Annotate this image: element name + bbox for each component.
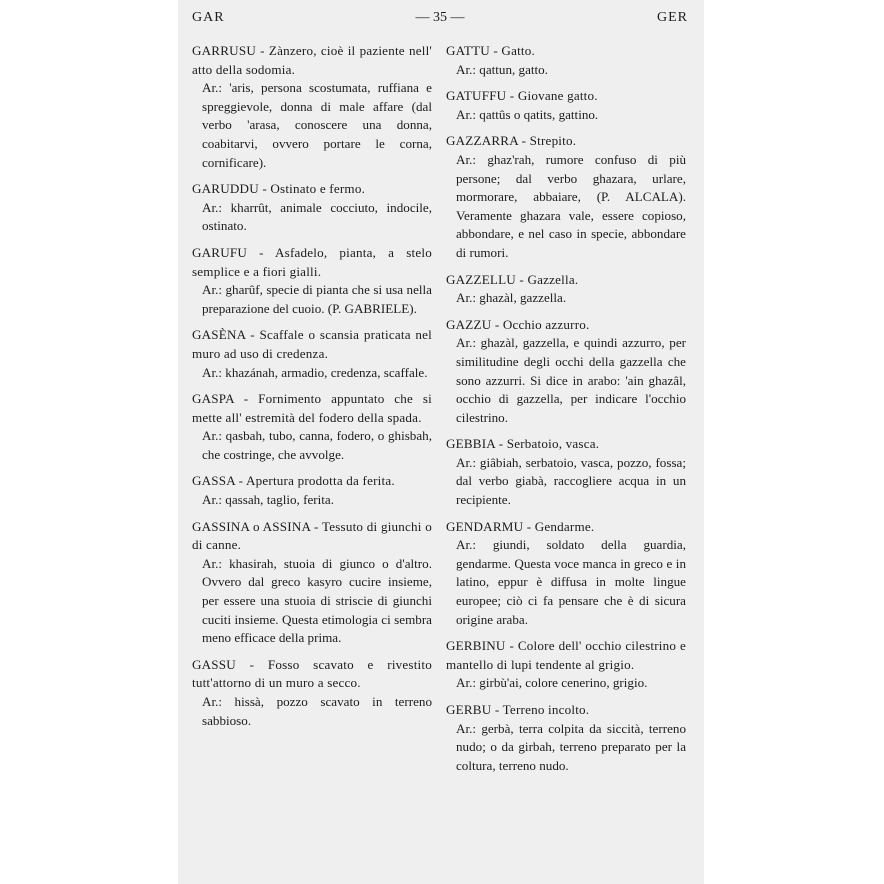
dictionary-entry [446,87,686,124]
etymology-text: Ar.: ghazàl, gazzella, e quindi azzurro, per similitudine degli occhi della gazzella che sono azzurri. Si dice in arabo: 'ain ghazâl, occhio di gazzella, per indicare l'occhio cilestrino. [456,335,686,425]
etymology-text: Ar.: ghaz'rah, rumore confuso di più persone; dal verbo ghazara, urlare, mormorare, abbaiare, (P. ALCALA). Veramente ghazara vale, essere copioso, abbondare, e nel caso in specie, abbondare di rumori. [456,151,686,260]
etymology-text: Ar.: gharûf, specie di pianta che si usa nella preparazione del cuoio. (P. GABRIELE). [202,282,432,316]
etymology-text: Ar.: qasbah, tubo, canna, fodero, o ghisbah, che costringe, che avvolge. [202,428,432,462]
dictionary-entry [192,180,432,236]
entry-headword: GASSA - Apertura prodotta da ferita. [192,473,395,489]
dictionary-entry [192,244,432,318]
etymology-text: Ar.: giâbiah, serbatoio, vasca, pozzo, fossa; dal verbo giabà, raccogliere acqua in un recipiente. [456,454,686,508]
entry-etymology [192,79,432,172]
entry-etymology [192,281,432,318]
dictionary-entry [446,132,686,262]
entry-headword: GATUFFU - Giovane gatto. [446,88,598,104]
entry-etymology [192,199,432,236]
entry-headword: GERBINU - Colore dell' occhio cilestrino e mantello di lupi tendente al grigio. [446,638,686,672]
running-header [192,10,688,32]
page-number: — 35 — [415,10,465,25]
entry-etymology [192,364,432,383]
entry-etymology [192,693,432,730]
dictionary-entry [446,271,686,308]
dictionary-page [178,0,704,884]
dictionary-entry [446,316,686,428]
entry-etymology [446,334,686,427]
entry-headword: GAZZU - Occhio azzurro. [446,316,590,332]
entry-etymology [192,427,432,464]
entry-headword: GARUDDU - Ostinato e fermo. [192,181,366,197]
entry-headword: GAZZELLU - Gazzella. [446,271,579,287]
etymology-text: Ar.: giundi, soldato della guardia, gendarme. Questa voce manca in greco e in latino, eppur è diffusa in molte lingue europee; ciò ci fa pensare che è di sicura origine araba. [456,537,686,627]
entry-headword: GASPA - Fornimento appuntato che si mette all' estremità del fodero della spada. [192,391,432,425]
dictionary-entry [446,435,686,509]
entry-etymology [446,106,686,125]
etymology-text: Ar.: qassah, taglio, ferita. [202,492,334,508]
entry-headword: GATTU - Gatto. [446,43,535,58]
header-right-guideword: GER [657,10,688,25]
dictionary-entry [192,472,432,509]
etymology-text: Ar.: khasirah, stuoia di giunco o d'altro. Ovvero dal greco kasyro cucire insieme, per essere una stuoia di striscie di giunchi cuciti insieme. Questa etimologia ci sembra meno efficace della prima. [202,555,432,646]
etymology-text: Ar.: gerbà, terra colpita da siccità, terreno nudo; o da girbah, terreno preparato per la coltura, terreno nudo. [456,720,686,773]
entry-headword: GARRUSU - Zànzero, cioè il paziente nell' atto della sodomia. [192,43,432,77]
etymology-text: Ar.: 'aris, persona scostumata, ruffiana e spreggievole, donna di male affare (dal verbo 'arasa, conoscere una donna, coabitarvi, ovvero portare le corna, cornificare). [202,80,432,170]
entry-etymology [446,536,686,629]
entry-etymology [192,491,432,510]
etymology-text: Ar.: qattun, gatto. [456,61,549,77]
entry-etymology [446,454,686,510]
entry-headword: GERBU - Terreno incolto. [446,702,590,717]
entry-headword: GARUFU - Asfadelo, pianta, a stelo semplice e a fiori gialli. [192,244,432,279]
entry-headword: GASSINA o ASSINA - Tessuto di giunchi o di canne. [192,518,432,553]
entry-etymology [446,61,686,80]
etymology-text: Ar.: hissà, pozzo scavato in terreno sabbioso. [202,694,432,728]
entry-headword: GASSU - Fosso scavato e rivestito tutt'attorno di un muro a secco. [192,656,432,691]
dictionary-entry [446,701,686,775]
entry-headword: GAZZARRA - Strepito. [446,133,577,149]
dictionary-entry [446,518,686,630]
etymology-text: Ar.: girbù'ai, colore cenerino, grigio. [456,675,648,691]
header-left-guideword: GAR [192,10,225,25]
etymology-text: Ar.: khazánah, armadio, credenza, scaffale. [202,364,428,380]
entry-headword: GEBBIA - Serbatoio, vasca. [446,436,600,452]
etymology-text: Ar.: ghazàl, gazzella. [456,290,567,306]
entry-etymology [446,674,686,693]
right-column [446,42,686,783]
entry-headword: GENDARMU - Gendarme. [446,518,595,534]
etymology-text: Ar.: qattûs o qatits, gattino. [456,106,599,122]
etymology-text: Ar.: kharrût, animale cocciuto, indocile, ostinato. [202,199,432,234]
dictionary-entry [192,326,432,382]
dictionary-entry [192,42,432,172]
entry-etymology [192,555,432,648]
dictionary-entry [446,42,686,79]
dictionary-entry [446,637,686,693]
dictionary-entry [192,656,432,730]
dictionary-entry [192,390,432,464]
entry-etymology [446,151,686,263]
entry-etymology [446,720,686,776]
left-column [192,42,432,738]
entry-etymology [446,289,686,308]
entry-headword: GASÈNA - Scaffale o scansia praticata nel muro ad uso di credenza. [192,327,432,361]
dictionary-entry [192,518,432,648]
